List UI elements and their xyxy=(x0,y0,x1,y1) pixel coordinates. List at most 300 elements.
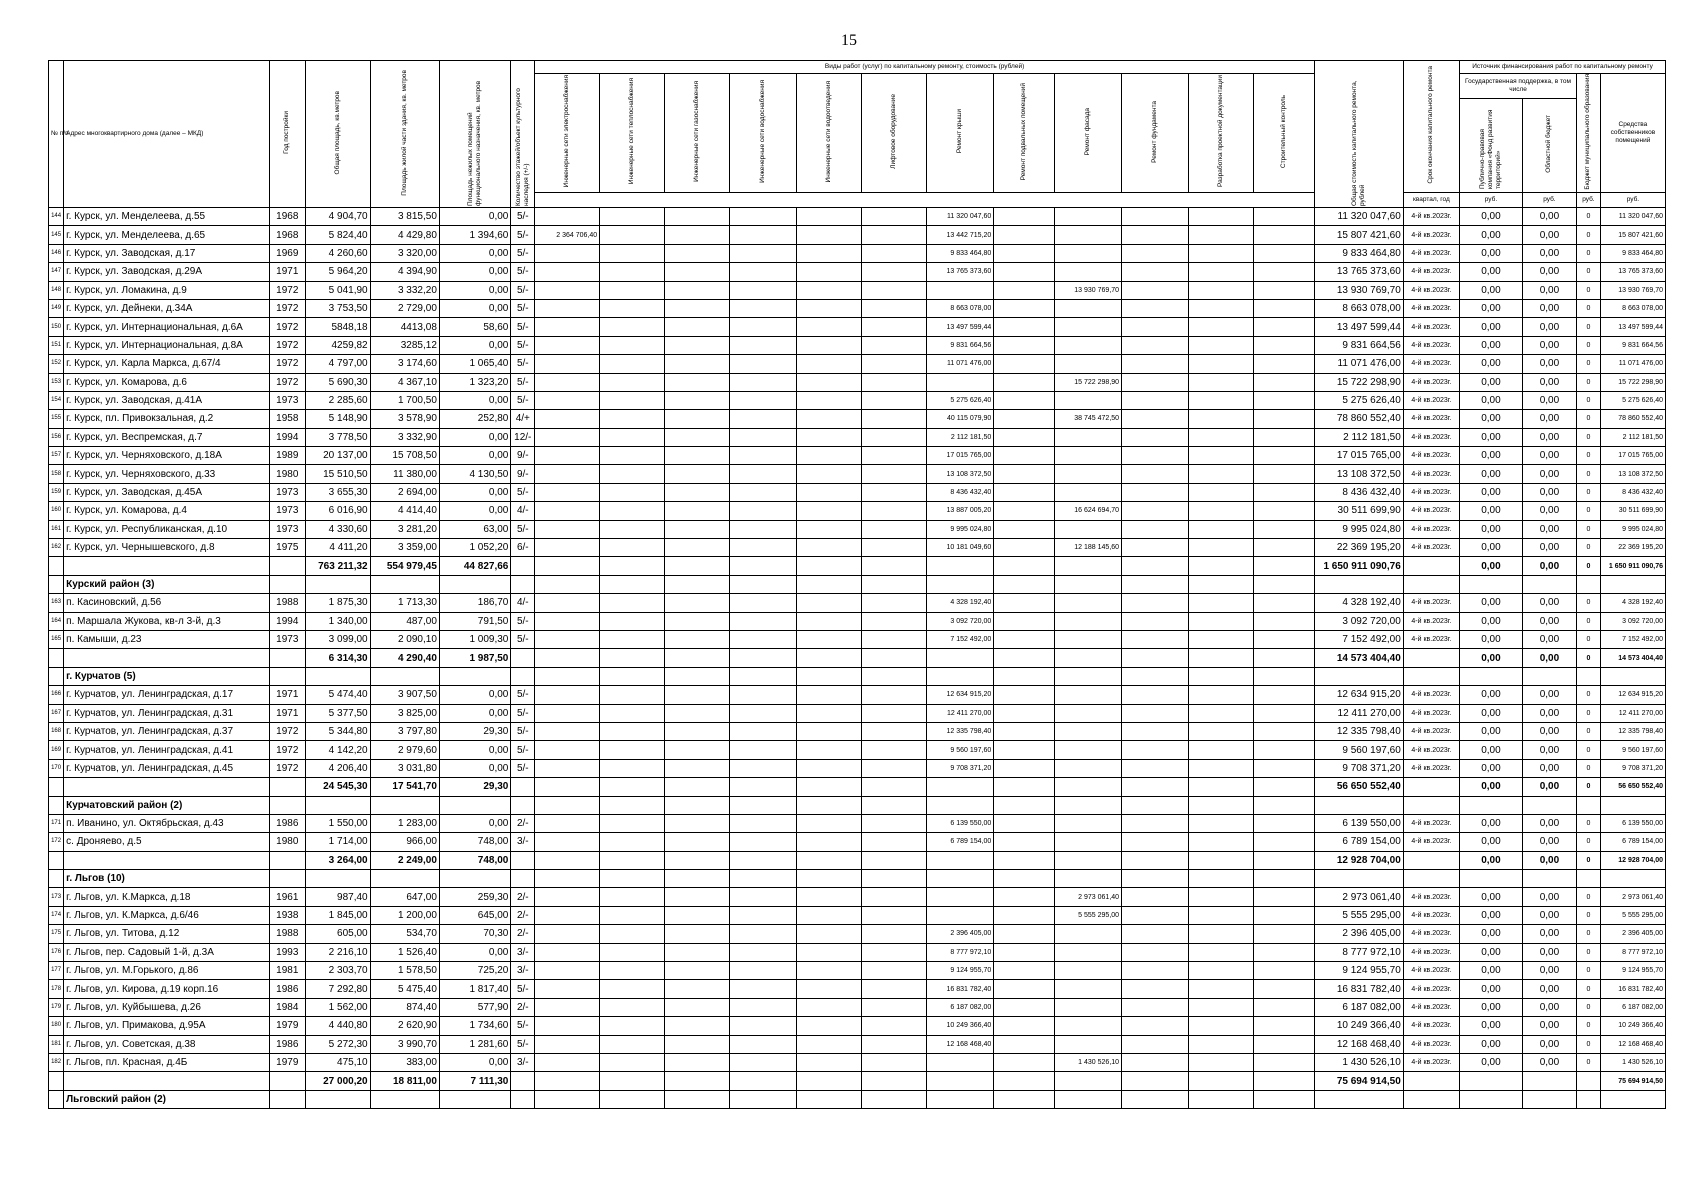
cell-living-area: 1 700,50 xyxy=(370,391,439,409)
cell-empty xyxy=(1600,575,1665,593)
cell-total-cost: 12 634 915,20 xyxy=(1314,686,1403,704)
cell-work xyxy=(994,906,1055,924)
table-body xyxy=(49,208,1666,1109)
cell-work xyxy=(535,925,600,943)
cell-living-area: 4 367,10 xyxy=(370,373,439,391)
cell-work xyxy=(1189,1072,1254,1090)
table-row xyxy=(49,704,1666,722)
cell-floors: 9/- xyxy=(511,465,535,483)
cell-owners: 16 831 782,40 xyxy=(1600,980,1665,998)
cell-nonliving-area: 44 827,66 xyxy=(439,557,510,575)
cell-work xyxy=(1122,906,1189,924)
cell-work xyxy=(862,851,927,869)
cell-work: 2 112 181,50 xyxy=(927,428,994,446)
cell-empty xyxy=(797,870,862,888)
cell-work xyxy=(1054,1017,1121,1035)
cell-work xyxy=(1254,539,1315,557)
cell-work xyxy=(535,483,600,501)
cell-work xyxy=(1122,1017,1189,1035)
cell-regional: 0,00 xyxy=(1522,483,1576,501)
cell-idx: 155 xyxy=(49,410,64,428)
cell-work xyxy=(797,906,862,924)
cell-living-area: 4 429,80 xyxy=(370,226,439,244)
table-row xyxy=(49,373,1666,391)
cell-total-area: 5 041,90 xyxy=(305,281,370,299)
cell-owners: 17 015 765,00 xyxy=(1600,447,1665,465)
cell-year: 1972 xyxy=(269,373,305,391)
cell-living-area: 554 979,45 xyxy=(370,557,439,575)
cell-work xyxy=(994,336,1055,354)
cell-work xyxy=(1054,649,1121,667)
cell-fund: 0,00 xyxy=(1460,1017,1523,1035)
cell-work xyxy=(994,520,1055,538)
cell-work xyxy=(797,557,862,575)
cell-work xyxy=(535,1053,600,1071)
cell-work xyxy=(1254,336,1315,354)
unit-fund: руб. xyxy=(1460,193,1523,208)
cell-empty xyxy=(1577,870,1601,888)
cell-total-area: 4259,82 xyxy=(305,336,370,354)
cell-work xyxy=(1189,447,1254,465)
cell-floors: 3/- xyxy=(511,943,535,961)
cell-living-area: 3 174,60 xyxy=(370,355,439,373)
cell-work xyxy=(994,1053,1055,1071)
cell-work xyxy=(797,649,862,667)
cell-idx: 152 xyxy=(49,355,64,373)
col-work-electric: Инженерные сети электроснабжения xyxy=(535,74,600,193)
cell-owners: 9 560 197,60 xyxy=(1600,741,1665,759)
cell-work xyxy=(665,778,730,796)
cell-work xyxy=(535,649,600,667)
table-row xyxy=(49,391,1666,409)
cell-fund: 0,00 xyxy=(1460,741,1523,759)
cell-living-area: 487,00 xyxy=(370,612,439,630)
cell-work: 15 722 298,90 xyxy=(1054,373,1121,391)
cell-work xyxy=(994,391,1055,409)
cell-year: 1994 xyxy=(269,612,305,630)
cell-work xyxy=(1122,630,1189,648)
cell-idx: 172 xyxy=(49,833,64,851)
cell-work xyxy=(1122,465,1189,483)
cell-idx: 168 xyxy=(49,722,64,740)
cell-work xyxy=(862,888,927,906)
cell-work xyxy=(600,814,665,832)
cell-total-area: 2 303,70 xyxy=(305,962,370,980)
cell-work xyxy=(1054,318,1121,336)
cell-municipal: 0 xyxy=(1577,759,1601,777)
cell-work xyxy=(1254,962,1315,980)
table-row xyxy=(49,925,1666,943)
cell-work xyxy=(797,594,862,612)
cell-work xyxy=(600,410,665,428)
cell-year: 1968 xyxy=(269,226,305,244)
cell-work xyxy=(797,465,862,483)
cell-floors xyxy=(511,851,535,869)
cell-work xyxy=(600,208,665,226)
cell-empty xyxy=(1254,1090,1315,1108)
cell-work xyxy=(862,520,927,538)
cell-work xyxy=(535,778,600,796)
cell-work xyxy=(1054,428,1121,446)
cell-floors: 4/- xyxy=(511,594,535,612)
cell-work xyxy=(535,520,600,538)
cell-idx: 153 xyxy=(49,373,64,391)
cell-owners: 6 139 550,00 xyxy=(1600,814,1665,832)
cell-empty xyxy=(535,1090,600,1108)
cell-work xyxy=(797,851,862,869)
cell-work xyxy=(600,318,665,336)
cell-total-cost: 16 831 782,40 xyxy=(1314,980,1403,998)
cell-total-area: 3 264,00 xyxy=(305,851,370,869)
cell-empty xyxy=(1403,1090,1459,1108)
cell-address: г. Курск, ул. Заводская, д.17 xyxy=(64,244,270,262)
cell-nonliving-area: 63,00 xyxy=(439,520,510,538)
cell-work xyxy=(665,612,730,630)
cell-work xyxy=(1122,1053,1189,1071)
cell-work xyxy=(665,722,730,740)
col-nonliving-area: Площадь нежилых помещений функционального назначения, кв. метров xyxy=(439,61,510,208)
col-work-foundation: Ремонт фундамента xyxy=(1122,74,1189,193)
cell-work xyxy=(535,244,600,262)
cell-living-area: 383,00 xyxy=(370,1053,439,1071)
cell-floors: 5/- xyxy=(511,391,535,409)
cell-idx: 182 xyxy=(49,1053,64,1071)
cell-empty xyxy=(1314,796,1403,814)
cell-empty xyxy=(1600,667,1665,685)
cell-work xyxy=(665,520,730,538)
cell-regional: 0,00 xyxy=(1522,1017,1576,1035)
cell-floors xyxy=(511,1072,535,1090)
cell-deadline: 4-й кв.2023г. xyxy=(1403,226,1459,244)
cell-regional: 0,00 xyxy=(1522,925,1576,943)
cell-empty xyxy=(439,796,510,814)
cell-owners: 9 708 371,20 xyxy=(1600,759,1665,777)
cell-total-cost: 15 807 421,60 xyxy=(1314,226,1403,244)
cell-work xyxy=(665,557,730,575)
cell-empty xyxy=(1403,667,1459,685)
cell-total-cost: 8 777 972,10 xyxy=(1314,943,1403,961)
cell-municipal: 0 xyxy=(1577,980,1601,998)
cell-work xyxy=(665,208,730,226)
cell-work xyxy=(600,759,665,777)
cell-address: г. Курск, ул. Комарова, д.6 xyxy=(64,373,270,391)
cell-total-area: 7 292,80 xyxy=(305,980,370,998)
cell-municipal: 0 xyxy=(1577,447,1601,465)
cell-work xyxy=(797,410,862,428)
cell-owners: 75 694 914,50 xyxy=(1600,1072,1665,1090)
cell-work xyxy=(730,281,797,299)
cell-deadline: 4-й кв.2023г. xyxy=(1403,336,1459,354)
cell-total-area: 15 510,50 xyxy=(305,465,370,483)
cell-floors: 2/- xyxy=(511,888,535,906)
cell-living-area: 18 811,00 xyxy=(370,1072,439,1090)
cell-empty xyxy=(1577,1090,1601,1108)
cell-regional: 0,00 xyxy=(1522,888,1576,906)
cell-living-area: 2 694,00 xyxy=(370,483,439,501)
cell-work xyxy=(1254,299,1315,317)
cell-empty xyxy=(439,575,510,593)
cell-owners: 9 995 024,80 xyxy=(1600,520,1665,538)
cell-municipal: 0 xyxy=(1577,594,1601,612)
cell-empty xyxy=(305,870,370,888)
cell-work xyxy=(797,943,862,961)
cell-work xyxy=(730,741,797,759)
cell-owners: 2 973 061,40 xyxy=(1600,888,1665,906)
cell-work xyxy=(862,722,927,740)
cell-work: 2 396 405,00 xyxy=(927,925,994,943)
cell-owners: 1 430 526,10 xyxy=(1600,1053,1665,1071)
cell-work xyxy=(665,962,730,980)
cell-municipal: 0 xyxy=(1577,741,1601,759)
cell-regional: 0,00 xyxy=(1522,962,1576,980)
cell-work xyxy=(1189,226,1254,244)
cell-work: 6 187 082,00 xyxy=(927,998,994,1016)
cell-total-area: 1 714,00 xyxy=(305,833,370,851)
cell-nonliving-area: 1 009,30 xyxy=(439,630,510,648)
cell-work xyxy=(1254,594,1315,612)
cell-work xyxy=(600,741,665,759)
cell-fund: 0,00 xyxy=(1460,888,1523,906)
cell-work xyxy=(862,318,927,336)
cell-work xyxy=(535,557,600,575)
cell-total-area: 27 000,20 xyxy=(305,1072,370,1090)
cell-idx: 178 xyxy=(49,980,64,998)
cell-work xyxy=(535,391,600,409)
table-row xyxy=(49,281,1666,299)
cell-work xyxy=(600,686,665,704)
cell-empty xyxy=(730,1090,797,1108)
cell-empty xyxy=(1460,575,1523,593)
cell-work xyxy=(1054,594,1121,612)
cell-year: 1972 xyxy=(269,281,305,299)
cell-municipal: 0 xyxy=(1577,557,1601,575)
cell-work xyxy=(1122,355,1189,373)
cell-work xyxy=(862,208,927,226)
cell-fund: 0,00 xyxy=(1460,906,1523,924)
cell-nonliving-area: 725,20 xyxy=(439,962,510,980)
cell-owners: 15 807 421,60 xyxy=(1600,226,1665,244)
col-floors: Количество этажей/объект культурного наследия (+/-) xyxy=(511,61,535,208)
table-row xyxy=(49,962,1666,980)
cell-work xyxy=(535,759,600,777)
cell-work xyxy=(665,281,730,299)
cell-owners: 3 092 720,00 xyxy=(1600,612,1665,630)
cell-work xyxy=(1254,318,1315,336)
cell-total-area: 1 562,00 xyxy=(305,998,370,1016)
cell-regional: 0,00 xyxy=(1522,410,1576,428)
cell-year: 1961 xyxy=(269,888,305,906)
cell-floors: 5/- xyxy=(511,686,535,704)
table-row xyxy=(49,741,1666,759)
cell-deadline: 4-й кв.2023г. xyxy=(1403,1017,1459,1035)
cell-empty xyxy=(511,1090,535,1108)
cell-work xyxy=(665,686,730,704)
cell-work xyxy=(994,612,1055,630)
cell-work xyxy=(1122,814,1189,832)
cell-idx: 177 xyxy=(49,962,64,980)
cell-total-area: 1 875,30 xyxy=(305,594,370,612)
cell-work xyxy=(730,373,797,391)
cell-address: г. Льгов, ул. Кирова, д.19 корп.16 xyxy=(64,980,270,998)
cell-work xyxy=(1189,980,1254,998)
cell-work xyxy=(994,778,1055,796)
cell-floors: 12/- xyxy=(511,428,535,446)
cell-work xyxy=(862,373,927,391)
cell-total-cost: 9 995 024,80 xyxy=(1314,520,1403,538)
cell-empty xyxy=(665,870,730,888)
cell-empty xyxy=(1600,796,1665,814)
cell-empty xyxy=(1460,796,1523,814)
cell-municipal: 0 xyxy=(1577,373,1601,391)
cell-nonliving-area: 0,00 xyxy=(439,244,510,262)
table-row xyxy=(49,226,1666,244)
cell-empty xyxy=(370,796,439,814)
cell-address: г. Курск, ул. Карла Маркса, д.67/4 xyxy=(64,355,270,373)
cell-floors xyxy=(511,778,535,796)
cell-idx xyxy=(49,557,64,575)
cell-year: 1973 xyxy=(269,483,305,501)
cell-work xyxy=(994,594,1055,612)
cell-work xyxy=(1254,226,1315,244)
cell-work xyxy=(797,814,862,832)
cell-work xyxy=(862,428,927,446)
cell-work xyxy=(730,208,797,226)
cell-work xyxy=(665,888,730,906)
cell-municipal: 0 xyxy=(1577,722,1601,740)
cell-nonliving-area: 0,00 xyxy=(439,814,510,832)
cell-work xyxy=(730,686,797,704)
cell-idx: 150 xyxy=(49,318,64,336)
cell-year: 1958 xyxy=(269,410,305,428)
cell-work xyxy=(862,814,927,832)
cell-empty xyxy=(797,1090,862,1108)
cell-work xyxy=(994,502,1055,520)
cell-municipal: 0 xyxy=(1577,299,1601,317)
cell-municipal: 0 xyxy=(1577,520,1601,538)
cell-work xyxy=(797,741,862,759)
cell-work xyxy=(994,833,1055,851)
cell-work xyxy=(1189,851,1254,869)
cell-empty xyxy=(511,575,535,593)
cell-work xyxy=(600,906,665,924)
cell-address: г. Курск, ул. Заводская, д.29А xyxy=(64,263,270,281)
cell-deadline: 4-й кв.2023г. xyxy=(1403,998,1459,1016)
cell-work xyxy=(1122,925,1189,943)
cell-fund: 0,00 xyxy=(1460,851,1523,869)
cell-address: с. Дроняево, д.5 xyxy=(64,833,270,851)
cell-nonliving-area: 0,00 xyxy=(439,686,510,704)
cell-total-area: 3 778,50 xyxy=(305,428,370,446)
cell-work xyxy=(1254,704,1315,722)
cell-work xyxy=(1189,814,1254,832)
cell-regional: 0,00 xyxy=(1522,998,1576,1016)
cell-work xyxy=(862,263,927,281)
cell-work xyxy=(1122,612,1189,630)
cell-address: г. Льгов, ул. М.Горького, д.86 xyxy=(64,962,270,980)
table-row xyxy=(49,630,1666,648)
cell-empty xyxy=(1054,575,1121,593)
cell-work xyxy=(1054,759,1121,777)
cell-work xyxy=(665,336,730,354)
cell-year: 1973 xyxy=(269,391,305,409)
cell-floors: 5/- xyxy=(511,759,535,777)
cell-fund: 0,00 xyxy=(1460,263,1523,281)
cell-work: 8 436 432,40 xyxy=(927,483,994,501)
cell-work xyxy=(797,281,862,299)
cell-municipal: 0 xyxy=(1577,998,1601,1016)
cell-fund: 0,00 xyxy=(1460,373,1523,391)
cell-work xyxy=(665,925,730,943)
cell-owners: 12 411 270,00 xyxy=(1600,704,1665,722)
cell-total-cost: 13 765 373,60 xyxy=(1314,263,1403,281)
table-row xyxy=(49,502,1666,520)
cell-municipal: 0 xyxy=(1577,704,1601,722)
cell-work xyxy=(994,962,1055,980)
cell-floors: 6/- xyxy=(511,539,535,557)
cell-work xyxy=(1122,539,1189,557)
cell-empty xyxy=(305,1090,370,1108)
cell-work xyxy=(1054,355,1121,373)
cell-work xyxy=(862,943,927,961)
cell-owners: 12 335 798,40 xyxy=(1600,722,1665,740)
cell-regional: 0,00 xyxy=(1522,704,1576,722)
cell-work xyxy=(730,483,797,501)
cell-work xyxy=(1054,814,1121,832)
cell-work xyxy=(797,704,862,722)
cell-work xyxy=(1189,539,1254,557)
cell-work xyxy=(862,557,927,575)
cell-idx: 174 xyxy=(49,906,64,924)
cell-deadline: 4-й кв.2023г. xyxy=(1403,925,1459,943)
cell-work: 13 442 715,20 xyxy=(927,226,994,244)
cell-work xyxy=(994,208,1055,226)
cell-regional: 0,00 xyxy=(1522,355,1576,373)
cell-total-cost: 12 928 704,00 xyxy=(1314,851,1403,869)
cell-living-area: 5 475,40 xyxy=(370,980,439,998)
cell-work xyxy=(535,594,600,612)
cell-idx: 148 xyxy=(49,281,64,299)
cell-regional: 0,00 xyxy=(1522,594,1576,612)
cell-deadline: 4-й кв.2023г. xyxy=(1403,759,1459,777)
cell-year: 1979 xyxy=(269,1017,305,1035)
cell-total-cost: 8 436 432,40 xyxy=(1314,483,1403,501)
cell-work: 12 168 468,40 xyxy=(927,1035,994,1053)
cell-work: 12 411 270,00 xyxy=(927,704,994,722)
cell-work xyxy=(730,759,797,777)
cell-living-area: 4 394,90 xyxy=(370,263,439,281)
cell-municipal: 0 xyxy=(1577,649,1601,667)
cell-owners: 22 369 195,20 xyxy=(1600,539,1665,557)
cell-empty xyxy=(535,796,600,814)
cell-living-area: 3 797,80 xyxy=(370,722,439,740)
cell-year: 1972 xyxy=(269,299,305,317)
cell-work xyxy=(994,373,1055,391)
cell-fund: 0,00 xyxy=(1460,704,1523,722)
unit-regional: руб. xyxy=(1522,193,1576,208)
cell-work xyxy=(730,612,797,630)
cell-work xyxy=(994,943,1055,961)
cell-work: 6 139 550,00 xyxy=(927,814,994,832)
cell-empty xyxy=(439,870,510,888)
cell-work xyxy=(1254,483,1315,501)
cell-empty xyxy=(1054,1090,1121,1108)
cell-total-cost: 2 973 061,40 xyxy=(1314,888,1403,906)
cell-work: 4 328 192,40 xyxy=(927,594,994,612)
cell-work xyxy=(1189,906,1254,924)
cell-work xyxy=(665,851,730,869)
cell-work xyxy=(862,539,927,557)
cell-work xyxy=(1122,1072,1189,1090)
